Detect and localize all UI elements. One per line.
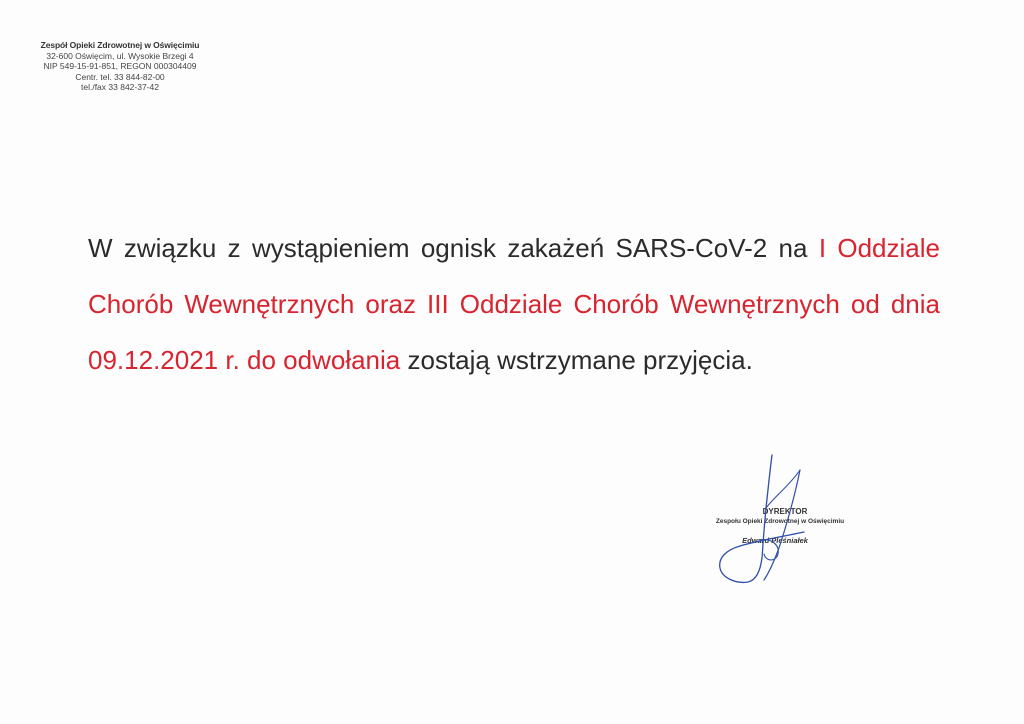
- handwritten-signature-icon: [700, 450, 860, 590]
- notice-part-1: W związku z wystąpieniem ognisk zakażeń SARS-CoV-2 na: [88, 233, 808, 263]
- signature-organization: Zespołu Opieki Zdrowotnej w Oświęcimiu: [715, 518, 845, 525]
- signature-person: Edward Pleśniałek: [742, 536, 808, 545]
- stamp-institution-name: Zespół Opieki Zdrowotnej w Oświęcimiu: [40, 40, 200, 50]
- stamp-fax: tel./fax 33 842-37-42: [81, 82, 159, 92]
- stamp-address: 32-600 Oświęcim, ul. Wysokie Brzegi 4: [46, 50, 194, 61]
- stamp-ids: NIP 549-15-91-851, REGON 000304409: [43, 61, 197, 71]
- signature-title: DYREKTOR: [762, 507, 808, 516]
- institution-stamp: [30, 40, 210, 93]
- stamp-phone: Centr. tel. 33 844-82-00: [75, 71, 165, 82]
- director-signature: [700, 450, 860, 590]
- notice-red-part: I Oddziale Chorób Wewnętrznych oraz III Oddziale Chorób Wewnętrznych od dnia 09.12.2021 r. do odwołania: [88, 233, 940, 375]
- notice-text: [88, 220, 940, 388]
- notice-part-2: zostają wstrzymane przyjęcia.: [407, 345, 753, 375]
